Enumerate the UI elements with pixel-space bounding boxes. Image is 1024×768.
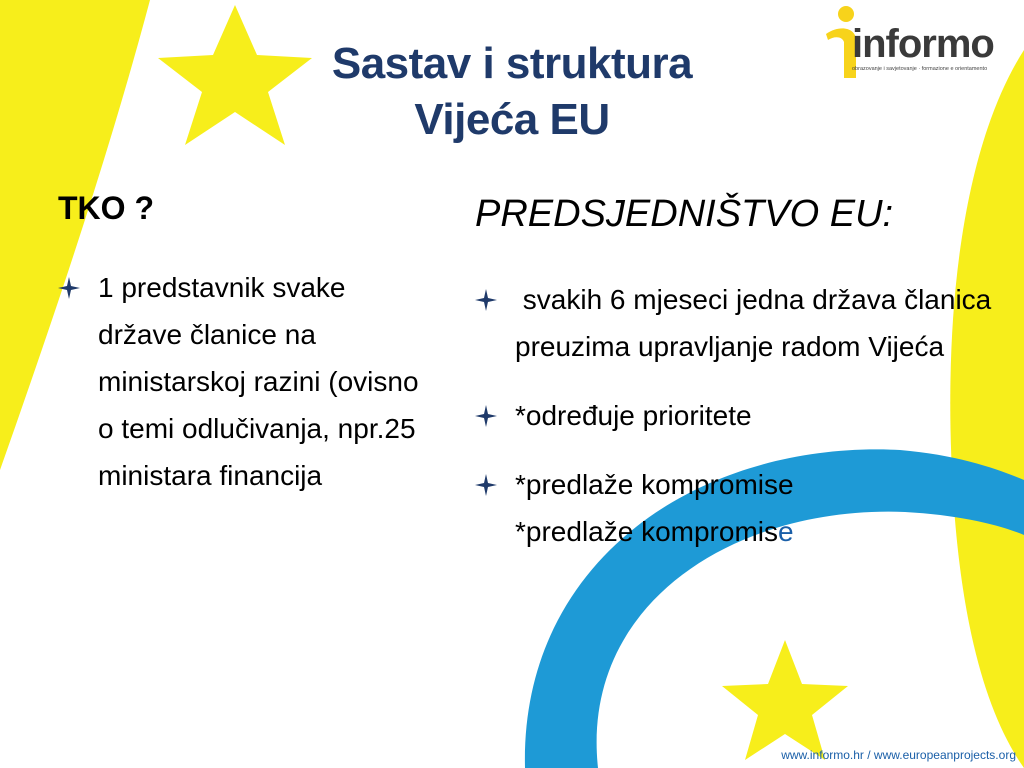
left-heading: TKO ?: [58, 190, 154, 226]
right-heading: PREDSJEDNIŠTVO EU:: [475, 193, 894, 235]
right-bullet-list: [475, 276, 1000, 569]
bullet-text: 1 predstavnik svake države članice na ministarskoj razini (ovisno o temi odlučivanja, npr.25 ministara financija: [98, 272, 419, 491]
bullet-text: *određuje prioritete: [515, 400, 752, 431]
bullet-text: svakih 6 mjeseci jedna država članica preuzima upravljanje radom Vijeća: [515, 284, 1000, 362]
star-bullet-icon: [475, 289, 497, 311]
title-line-1: Sastav i struktura: [331, 39, 693, 88]
star-bullet-icon: [475, 474, 497, 496]
logo-tagline: obrazovanje i savjetovanje · formazione e orientamento: [852, 66, 988, 72]
footer-urls: www.informo.hr / www.europeanprojects.org: [781, 748, 1016, 762]
star-bullet-icon: [58, 277, 80, 299]
list-item: [475, 392, 995, 439]
list-item: [475, 461, 995, 555]
list-item: [475, 276, 1000, 370]
star-bottom-right: [722, 640, 848, 760]
trailing-letter: e: [778, 516, 794, 547]
bullet-text: *predlaže kompromise: [515, 469, 794, 500]
star-bullet-icon: [475, 405, 497, 427]
bullet-text-repeat: *predlaže kompromise: [515, 516, 794, 547]
logo-wordmark: informo: [852, 22, 994, 66]
list-item: [58, 264, 428, 499]
slide-title: [262, 36, 762, 148]
title-line-2: Vijeća EU: [414, 95, 610, 144]
informo-logo: [812, 4, 1002, 82]
left-bullet-list: [58, 264, 428, 499]
